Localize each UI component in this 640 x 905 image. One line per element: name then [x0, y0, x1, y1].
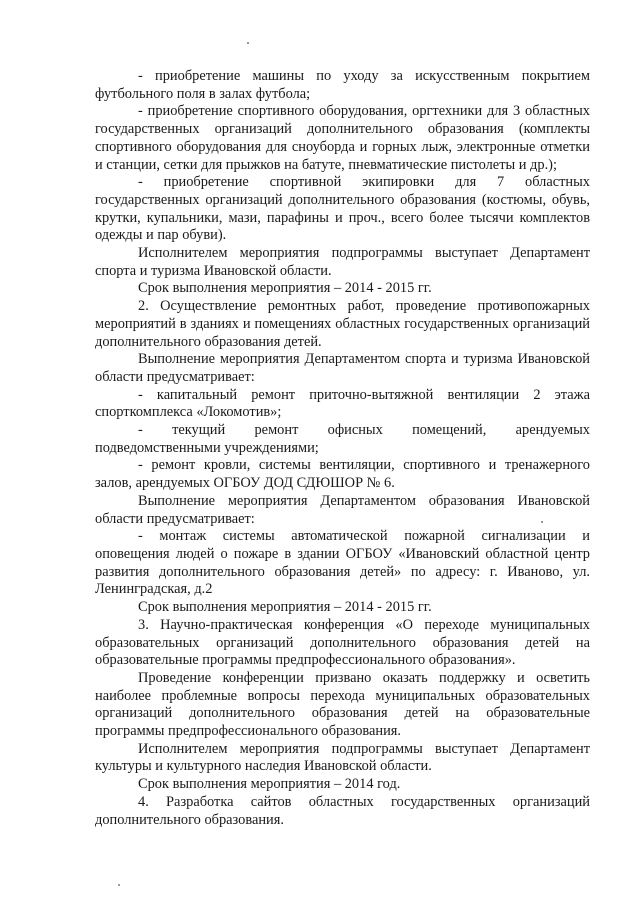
paragraph: Срок выполнения мероприятия – 2014 - 2015 гг. [138, 599, 432, 616]
paragraph: - приобретение спортивного оборудования, оргтехники для 3 областных государственных организаций дополнительного образования (комплекты спортивного оборудования для сноуборда и горных лыж, электронные отметки и станции, сетки для прыжков на батуте, пневматические пистолеты и др.); [95, 103, 590, 173]
paragraph: Выполнение мероприятия Департаментом спорта и туризма Ивановской области предусматривает: [95, 351, 590, 385]
paragraph: Проведение конференции призвано оказать поддержку и осветить наиболее проблемные вопросы перехода муниципальных образовательных организаций дополнительного образования детей на образовательные программы предпрофессионального образования. [95, 669, 590, 740]
paragraph: Срок выполнения мероприятия – 2014 год. [138, 776, 401, 793]
scan-speck [118, 884, 120, 886]
paragraph: Исполнителем мероприятия подпрограммы выступает Департамент спорта и туризма Ивановской области. [95, 245, 590, 279]
scan-speck [247, 42, 249, 44]
paragraph: Исполнителем мероприятия подпрограммы выступает Департамент культуры и культурного наследия Ивановской области. [95, 740, 590, 775]
document-body [95, 68, 590, 829]
paragraph: 3. Научно-практическая конференция «О переходе муниципальных образовательных организаций дополнительного образования детей на образовательные программы предпрофессионального образования». [95, 616, 590, 669]
paragraph: 2. Осуществление ремонтных работ, проведение противопожарных мероприятий в зданиях и помещениях областных государственных организаций дополнительного образования детей. [95, 298, 590, 350]
paragraph: - приобретение машины по уходу за искусственным покрытием футбольного поля в залах футбола; [95, 68, 590, 102]
paragraph: Выполнение мероприятия Департаментом образования Ивановской области предусматривает: [95, 492, 590, 527]
paragraph: Срок выполнения мероприятия – 2014 - 2015 гг. [138, 280, 432, 297]
paragraph: - монтаж системы автоматической пожарной сигнализации и оповещения людей о пожаре в здании ОГБОУ «Ивановский областной центр развития дополнительного образования детей» по адресу: г. Иваново, ул. Ленинградская, д.2 [95, 528, 590, 598]
paragraph: - текущий ремонт офисных помещений, арендуемых подведомственными учреждениями; [95, 422, 590, 456]
paragraph: - ремонт кровли, системы вентиляции, спортивного и тренажерного залов, арендуемых ОГБОУ ДОД СДЮШОР № 6. [95, 457, 590, 492]
paragraph: 4. Разработка сайтов областных государственных организаций дополнительного образования. [95, 793, 590, 828]
paragraph: - капитальный ремонт приточно-вытяжной вентиляции 2 этажа спорткомплекса «Локомотив»; [95, 386, 590, 421]
paragraph: - приобретение спортивной экипировки для 7 областных государственных организаций дополнительного образования (костюмы, обувь, крутки, купальники, мази, парафины и проч., всего более тысячи комплектов одежды и пар обуви). [95, 174, 590, 244]
